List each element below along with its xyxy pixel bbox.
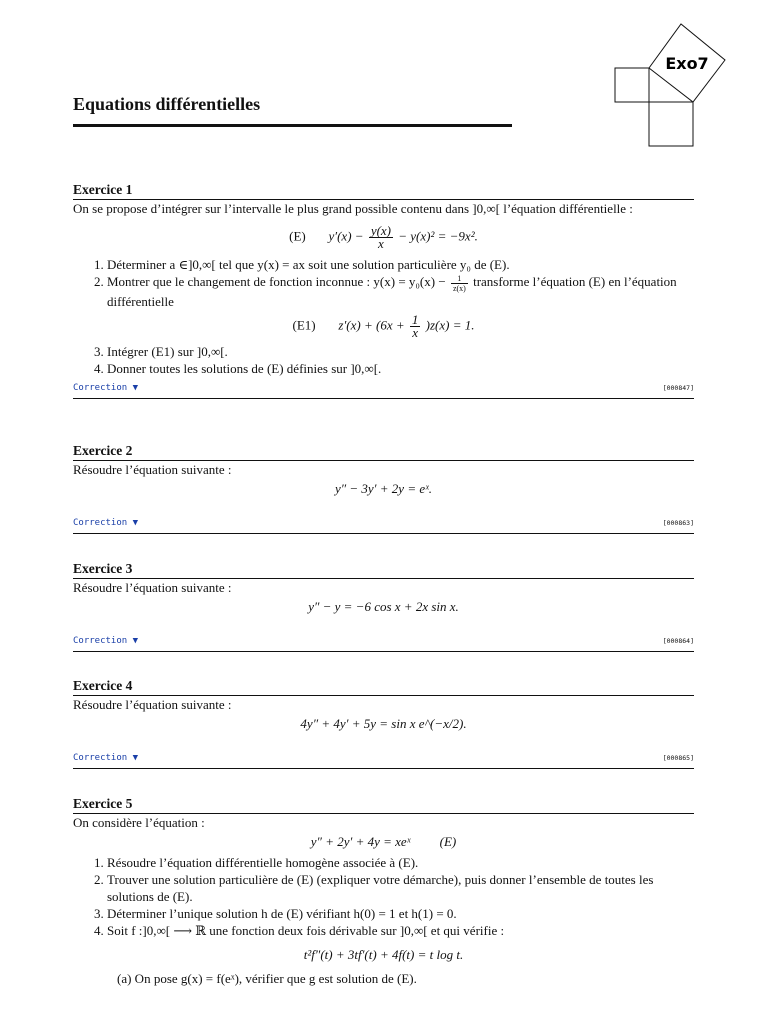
question-text-before: Montrer que le changement de fonction inconnue : y(x) = y₀(x) − [107, 274, 446, 289]
question-list [73, 256, 694, 377]
exercise-reference: [000847] [662, 383, 694, 392]
exercise-intro: On considère l’équation : [73, 815, 205, 830]
equation-E1 [73, 311, 694, 340]
title-rule [73, 124, 512, 127]
question-item: 1. Résoudre l’équation différentielle homogène associée à (E). [107, 854, 694, 871]
question-item: 4. Donner toutes les solutions de (E) définies sur ]0,∞[. [107, 360, 694, 377]
question-item: 4. Soit f :]0,∞[ ⟶ ℝ une fonction deux fois dérivable sur ]0,∞[ et qui vérifie : [107, 922, 694, 939]
correction-row [73, 750, 694, 769]
equation-E [73, 225, 694, 250]
exercise-reference: [000865] [662, 754, 694, 762]
fraction-denominator: x [378, 236, 384, 251]
inline-fraction [451, 274, 468, 293]
equation-tag: (E) [289, 228, 306, 244]
correction-link[interactable]: Correction ▼ [73, 636, 139, 646]
question-item: 2. Trouver une solution particulière de (E) (expliquer votre démarche), puis donner l’ensemble de toutes les solutions de (E). [107, 871, 694, 905]
exercise-4 [73, 678, 694, 769]
equation: y″ − 3y′ + 2y = eˣ. [334, 481, 433, 496]
question-item: 1. Déterminer a ∈]0,∞[ tel que y(x) = ax soit une solution particulière y₀ de (E). [107, 256, 694, 273]
exercise-reference: [000863] [662, 519, 694, 527]
fraction-numerator: y(x) [370, 223, 392, 238]
exercise-heading: Exercice 2 [73, 443, 694, 461]
equation: 4y″ + 4y′ + 5y = sin x e^(−x/2). [300, 716, 467, 731]
page-title: Equations différentielles [73, 94, 261, 114]
question-item: 3. Intégrer (E1) sur ]0,∞[. [107, 343, 694, 360]
exercise-intro: On se propose d’intégrer sur l’intervalle le plus grand possible contenu dans ]0,∞[ l’équation différentielle : [73, 201, 633, 216]
equation-body: y″ + 2y′ + 4y = xeˣ [310, 834, 411, 849]
correction-link[interactable]: Correction ▼ [73, 382, 139, 393]
correction-link[interactable]: Correction ▼ [73, 518, 139, 528]
exo7-logo [612, 22, 727, 152]
fraction-numerator: 1 [451, 274, 468, 284]
equation-lhs-end: )z(x) = 1. [425, 317, 475, 332]
exercise-heading: Exercice 3 [73, 561, 694, 579]
equation-fraction [410, 311, 421, 340]
exercise-heading: Exercice 4 [73, 678, 694, 696]
equation-lhs-start: z′(x) + (6x + [338, 317, 405, 332]
exercise-intro: Résoudre l’équation suivante : [73, 462, 232, 477]
exercise-reference: [000864] [662, 637, 694, 645]
logo-text: Exo7 [665, 54, 709, 73]
fraction-denominator: x [412, 324, 419, 340]
correction-row [73, 380, 694, 399]
question-item [107, 273, 694, 339]
exercise-3 [73, 561, 694, 652]
equation-fraction [369, 225, 393, 250]
correction-row [73, 515, 694, 534]
exercise-intro: Résoudre l’équation suivante : [73, 580, 232, 595]
fraction-denominator: z(x) [452, 283, 466, 293]
exercise-heading: Exercice 1 [73, 182, 694, 200]
exercise-5 [73, 796, 694, 987]
sub-question-item: (a) On pose g(x) = f(eˣ), vérifier que g est solution de (E). [117, 971, 417, 986]
sub-question-list [73, 970, 694, 987]
correction-row [73, 633, 694, 652]
exercise-heading: Exercice 5 [73, 796, 694, 814]
correction-link[interactable]: Correction ▼ [73, 753, 139, 763]
question-item: 3. Déterminer l’unique solution h de (E) vérifiant h(0) = 1 et h(1) = 0. [107, 905, 694, 922]
fraction-numerator: 1 [411, 311, 419, 327]
equation-tag: (E) [439, 834, 457, 849]
equation-lhs-end: − y(x)² = −9x². [398, 228, 478, 244]
equation-f: t²f″(t) + 3tf′(t) + 4f(t) = t log t. [303, 947, 464, 962]
equation-lhs-start: y′(x) − [328, 228, 364, 244]
exercise-2 [73, 443, 694, 534]
equation-tag: (E1) [292, 317, 316, 332]
equation-E [73, 833, 694, 850]
exercise-1 [73, 182, 694, 399]
question-list [73, 854, 694, 939]
exercise-intro: Résoudre l’équation suivante : [73, 697, 232, 712]
question-text-after: transforme l’équation (E) en l’équation différentielle [107, 274, 677, 309]
equation: y″ − y = −6 cos x + 2x sin x. [308, 599, 459, 614]
